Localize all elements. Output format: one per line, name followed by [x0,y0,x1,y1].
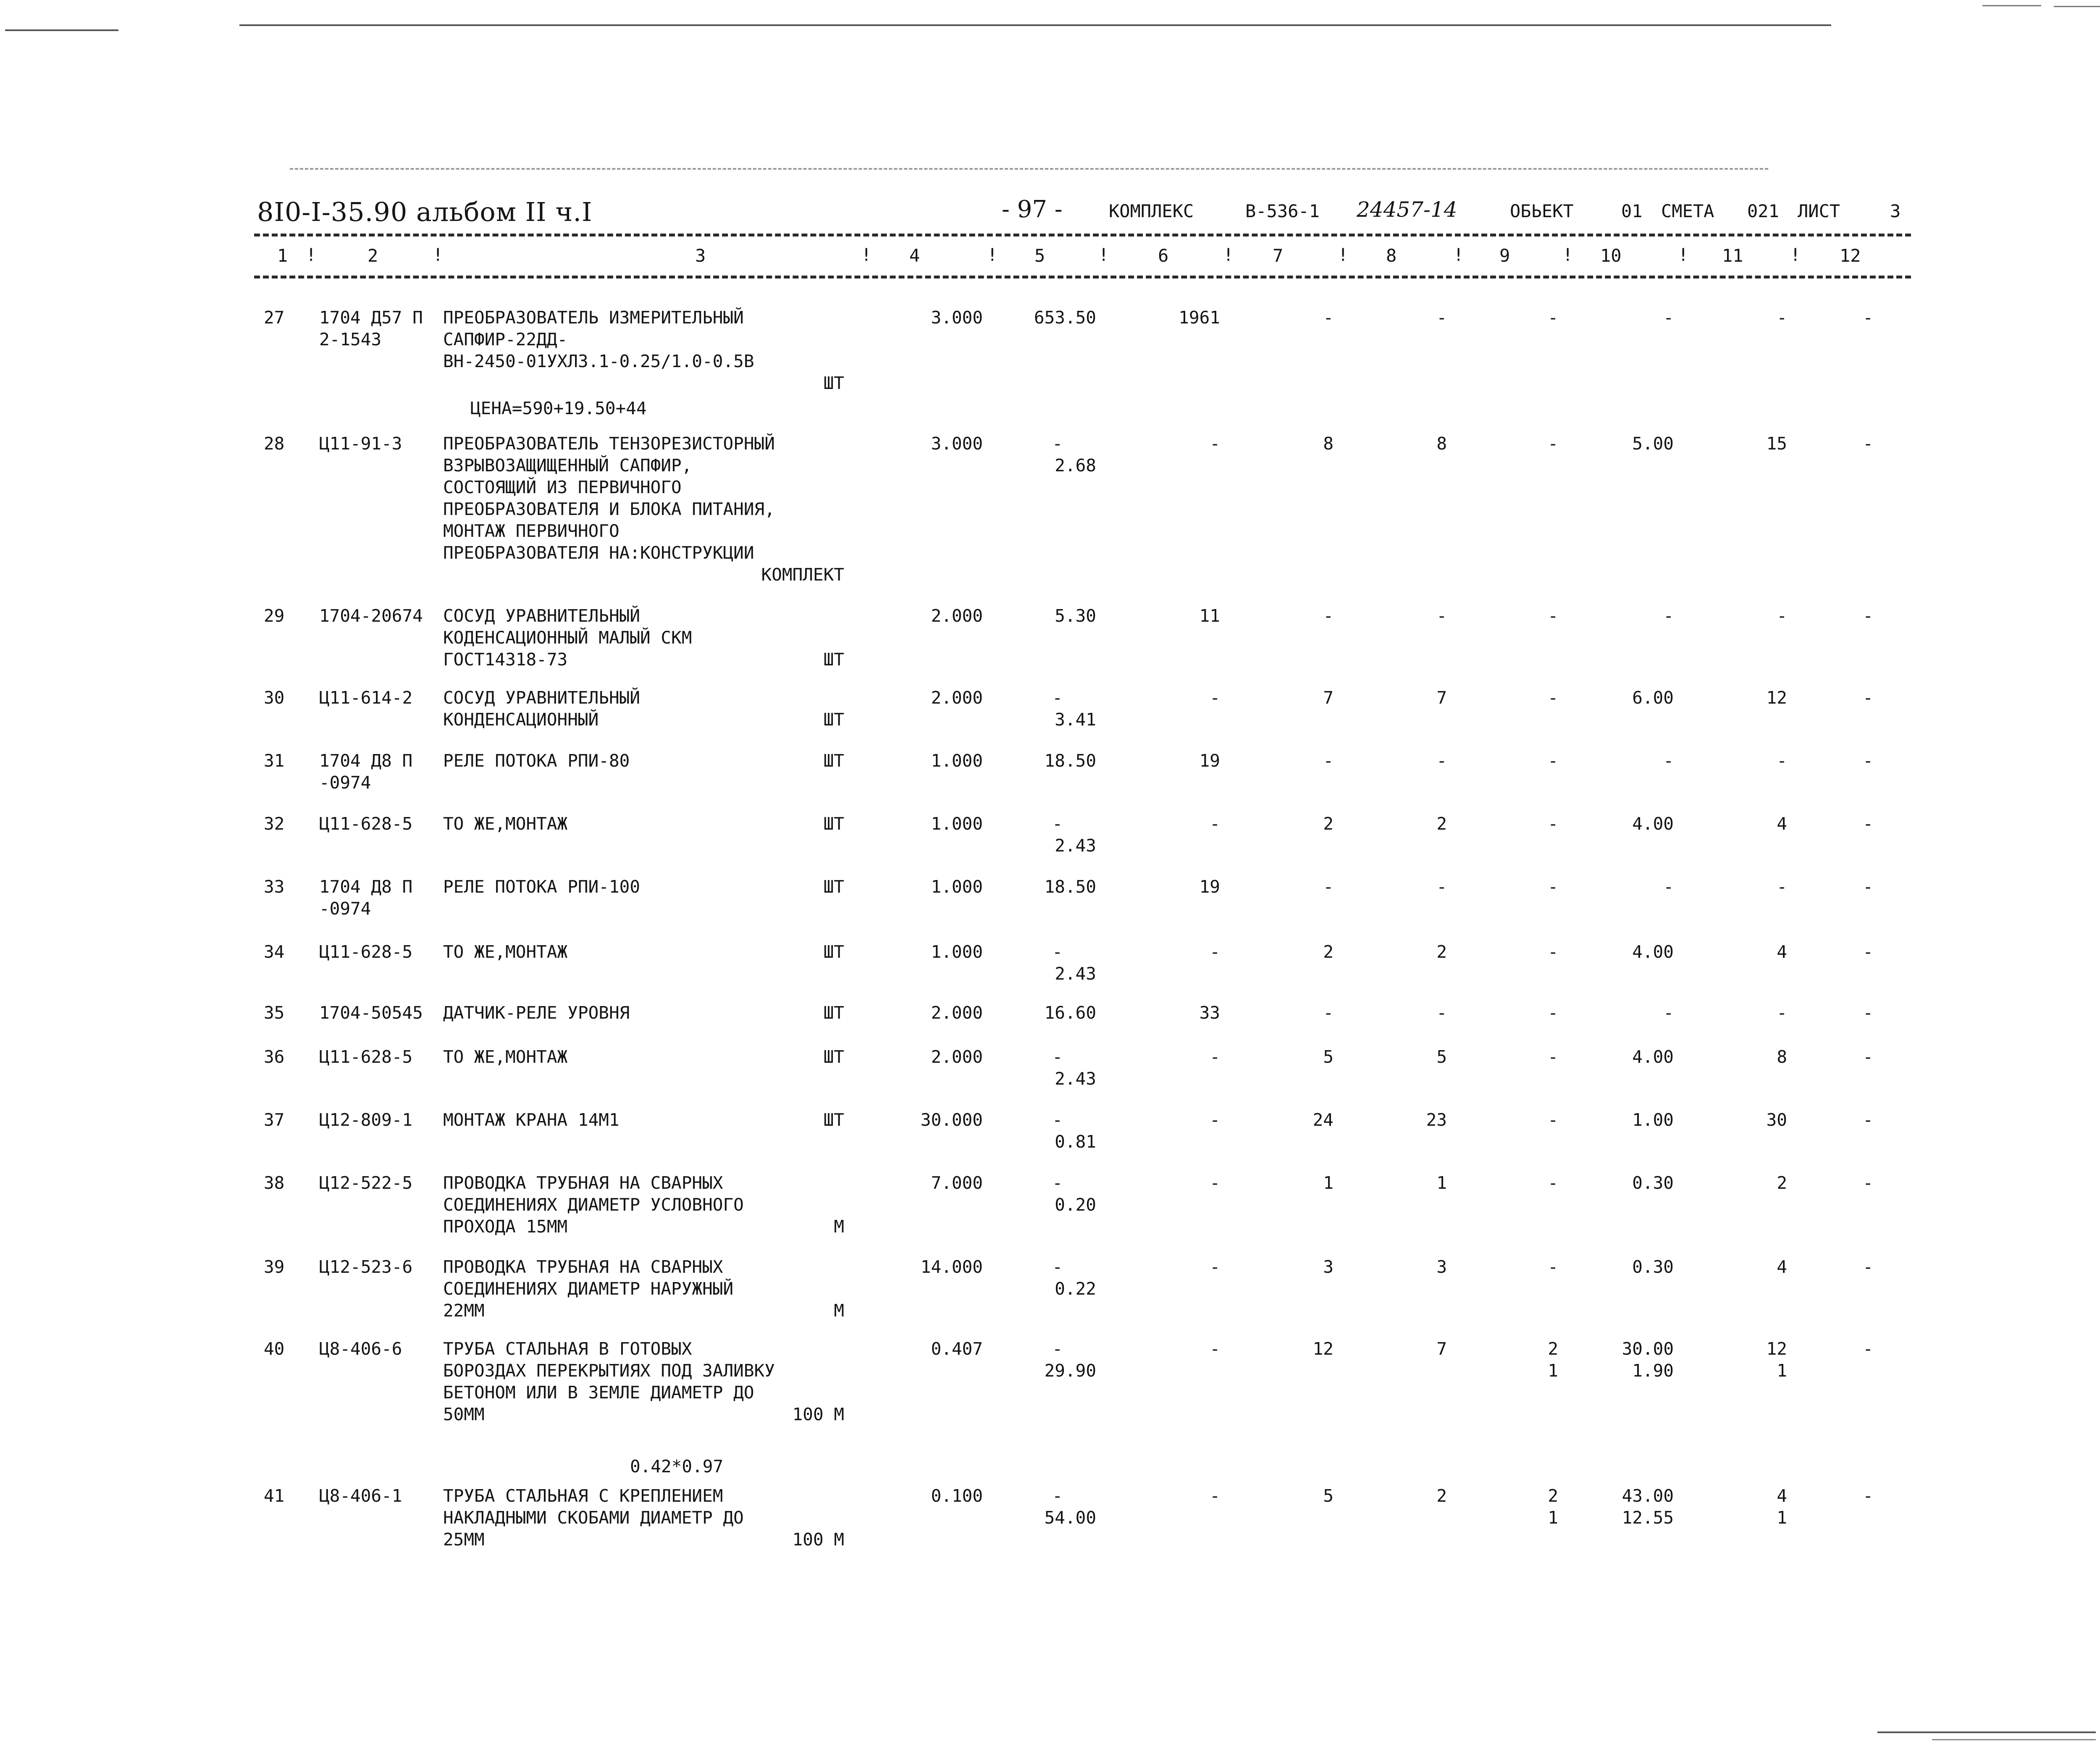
column-11-value: - [1777,751,1787,771]
column-4: 4 [909,245,920,266]
work-description: ВЗРЫВОЗАЩИЩЕННЫЙ САПФИР, [443,455,692,476]
column-10-value: 4.00 [1632,1047,1674,1067]
column-9-value: - [1548,814,1558,834]
work-description: ПРЕОБРАЗОВАТЕЛЬ ТЕНЗОРЕЗИСТОРНЫЙ [443,433,775,454]
quantity: 2.000 [931,606,983,626]
total-cost: - [1210,1110,1220,1130]
handwritten-number: 24457-14 [1357,197,1457,222]
unit-price: - [1052,942,1063,962]
column-7: 7 [1273,245,1284,266]
quantity: 2.000 [931,1047,983,1067]
column-12-value: - [1863,606,1873,626]
column-12-value: - [1863,942,1873,962]
column-3: 3 [695,245,706,266]
unit-price: 2.43 [1055,835,1096,856]
total-cost: - [1210,1486,1220,1506]
wages: 3 [1436,1257,1447,1277]
row-number: 29 [264,606,285,626]
cost-code: Ц8-406-6 [319,1339,402,1359]
column-11-value: 15 [1766,433,1787,454]
row-number: 36 [264,1047,285,1067]
column-separator: ! [861,244,872,265]
work-description: ПРОВОДКА ТРУБНАЯ НА СВАРНЫХ [443,1257,723,1277]
quantity: 1.000 [931,942,983,962]
row-number: 35 [264,1003,285,1023]
column-10-value: - [1663,1003,1674,1023]
unit-price: 653.50 [1034,307,1096,328]
column-12-value: - [1863,1047,1873,1067]
column-11-value: 4 [1777,942,1787,962]
row-number: 27 [264,307,285,328]
column-separator: ! [1223,244,1234,265]
total-cost: - [1210,1257,1220,1277]
column-9-value: - [1548,1110,1558,1130]
column-12-value: - [1863,1486,1873,1506]
unit-price: 5.30 [1055,606,1096,626]
wages: 2 [1436,814,1447,834]
unit-price: 0.22 [1055,1279,1096,1299]
unit-price: - [1052,1110,1063,1130]
work-description: ТО ЖЕ,МОНТАЖ [443,1047,568,1067]
column-1: 1 [277,245,288,266]
column-12-value: - [1863,751,1873,771]
column-2: 2 [368,245,378,266]
cost-code: 1704 Д57 П [319,307,423,328]
wages: - [1436,307,1447,328]
work-description: ДАТЧИК-РЕЛЕ УРОВНЯ [443,1003,630,1023]
column-10-value: 4.00 [1632,942,1674,962]
column-11-value: 1 [1777,1508,1787,1528]
quantity: 3.000 [931,433,983,454]
work-description: ТО ЖЕ,МОНТАЖ [443,942,568,962]
column-9-value: - [1548,1003,1558,1023]
unit-of-measure: КОМПЛЕКТ [761,565,844,585]
column-10-value: 0.30 [1632,1257,1674,1277]
object-number: 01 [1621,201,1643,221]
labor-cost: 5 [1323,1047,1334,1067]
sheet-number: 3 [1890,201,1901,221]
unit-price: 2.43 [1055,964,1096,984]
work-description: САПФИР-22ДД- [443,329,568,349]
column-11-value: 30 [1766,1110,1787,1130]
column-10-value: 12.55 [1622,1508,1674,1528]
column-11: 11 [1722,245,1743,266]
total-cost: 1961 [1179,307,1220,328]
work-description: ПРЕОБРАЗОВАТЕЛЯ НА:КОНСТРУКЦИИ [443,543,754,563]
work-description: БЕТОНОМ ИЛИ В ЗЕМЛЕ ДИАМЕТР ДО [443,1382,754,1403]
work-description: НАКЛАДНЫМИ СКОБАМИ ДИАМЕТР ДО [443,1508,744,1528]
unit-of-measure: М [834,1216,844,1237]
column-10-value: 4.00 [1632,814,1674,834]
work-description: СОСУД УРАВНИТЕЛЬНЫЙ [443,606,640,626]
unit-price: - [1052,1486,1063,1506]
column-separator: ! [1098,244,1109,265]
column-separator: ! [1790,244,1801,265]
column-10-value: - [1663,307,1674,328]
labor-cost: - [1323,606,1334,626]
work-description: 50ММ [443,1404,485,1424]
row-number: 37 [264,1110,285,1130]
column-separator: ! [1338,244,1349,265]
column-10-value: 0.30 [1632,1173,1674,1193]
column-11-value: 4 [1777,1486,1787,1506]
cost-code: 1704-20674 [319,606,423,626]
total-cost: - [1210,1339,1220,1359]
column-9-value: - [1548,877,1558,897]
estimate-label: СМЕТА [1661,201,1714,221]
column-9-value: - [1548,307,1558,328]
unit-of-measure: ШТ [823,1110,844,1130]
labor-cost: 5 [1323,1486,1334,1506]
estimate-number: 021 [1747,201,1779,221]
labor-cost: 1 [1323,1173,1334,1193]
column-separator: ! [1678,244,1689,265]
scan-mark-bottom-right [1877,1731,2096,1733]
work-description: МОНТАЖ ПЕРВИЧНОГО [443,521,620,541]
work-description: КОДЕНСАЦИОННЫЙ МАЛЫЙ СКМ [443,628,692,648]
labor-cost: - [1323,877,1334,897]
column-10-value: 1.90 [1632,1361,1674,1381]
unit-price: 0.20 [1055,1195,1096,1215]
work-description: СОСУД УРАВНИТЕЛЬНЫЙ [443,688,640,708]
cost-code: Ц12-522-5 [319,1173,413,1193]
unit-price: - [1052,814,1063,834]
total-cost: 19 [1199,751,1220,771]
cost-code: Ц12-523-6 [319,1257,413,1277]
column-9-value: - [1548,606,1558,626]
column-12-value: - [1863,877,1873,897]
column-9-value: - [1548,1047,1558,1067]
column-9-value: 2 [1548,1339,1558,1359]
column-12-value: - [1863,1110,1873,1130]
quantity: 0.407 [931,1339,983,1359]
scan-mark-right-2 [2054,6,2100,7]
unit-price: 29.90 [1044,1361,1096,1381]
document-reference: 8I0-I-35.90 альбом II ч.I [257,197,593,227]
wages: 23 [1426,1110,1447,1130]
row-number: 34 [264,942,285,962]
unit-price: - [1052,1257,1063,1277]
work-description: ТРУБА СТАЛЬНАЯ В ГОТОВЫХ [443,1339,692,1359]
column-8: 8 [1386,245,1397,266]
cost-code: 1704 Д8 П [319,751,413,771]
column-5: 5 [1034,245,1045,266]
labor-cost: - [1323,751,1334,771]
quantity: 1.000 [931,751,983,771]
work-description: ГОСТ14318-73 [443,649,568,670]
column-10-value: 6.00 [1632,688,1674,708]
cost-code: Ц8-406-1 [319,1486,402,1506]
row-number: 41 [264,1486,285,1506]
column-10-value: 43.00 [1622,1486,1674,1506]
column-11-value: - [1777,307,1787,328]
column-10-value: - [1663,606,1674,626]
cost-code: 2-1543 [319,329,382,349]
quantity: 1.000 [931,877,983,897]
column-12-value: - [1863,433,1873,454]
work-description: СОЕДИНЕНИЯХ ДИАМЕТР НАРУЖНЫЙ [443,1279,734,1299]
unit-of-measure: ШТ [823,1047,844,1067]
quantity: 0.100 [931,1486,983,1506]
labor-cost: 3 [1323,1257,1334,1277]
labor-cost: 2 [1323,814,1334,834]
column-10-value: 5.00 [1632,433,1674,454]
scan-mark-bottom-right-2 [1932,1739,2096,1740]
unit-of-measure: ШТ [823,649,844,670]
unit-of-measure: М [834,1300,844,1321]
unit-of-measure: 100 М [792,1404,844,1424]
work-description: ТРУБА СТАЛЬНАЯ С КРЕПЛЕНИЕМ [443,1486,723,1506]
total-cost: 33 [1199,1003,1220,1023]
column-9-value: - [1548,942,1558,962]
column-12-value: - [1863,688,1873,708]
cost-code: Ц11-614-2 [319,688,413,708]
wages: 2 [1436,1486,1447,1506]
work-description: БОРОЗДАХ ПЕРЕКРЫТИЯХ ПОД ЗАЛИВКУ [443,1361,775,1381]
complex-label: КОМПЛЕКС [1109,201,1194,221]
cost-code: -0974 [319,772,371,793]
column-11-value: - [1777,1003,1787,1023]
row-number: 38 [264,1173,285,1193]
unit-of-measure: ШТ [823,814,844,834]
unit-price: 2.43 [1055,1069,1096,1089]
column-9-value: - [1548,688,1558,708]
work-description: ПРЕОБРАЗОВАТЕЛЬ ИЗМЕРИТЕЛЬНЫЙ [443,307,744,328]
quantity: 30.000 [920,1110,983,1130]
wages: 7 [1436,1339,1447,1359]
unit-of-measure: ШТ [823,1003,844,1023]
unit-price: - [1052,688,1063,708]
scan-mark-left [5,29,118,31]
unit-price: - [1052,1339,1063,1359]
cost-code: Ц11-628-5 [319,814,413,834]
wages: 2 [1436,942,1447,962]
wages: 5 [1436,1047,1447,1067]
unit-price: - [1052,433,1063,454]
column-11-value: 12 [1766,688,1787,708]
unit-of-measure: ШТ [823,751,844,771]
column-10-value: 1.00 [1632,1110,1674,1130]
wages: 1 [1436,1173,1447,1193]
column-9-value: 2 [1548,1486,1558,1506]
wages: - [1436,1003,1447,1023]
column-10: 10 [1600,245,1622,266]
quantity: 14.000 [920,1257,983,1277]
unit-of-measure: ШТ [823,709,844,730]
unit-price: 16.60 [1044,1003,1096,1023]
cost-code: Ц11-91-3 [319,433,402,454]
row-number: 30 [264,688,285,708]
unit-price: 54.00 [1044,1508,1096,1528]
column-12-value: - [1863,1257,1873,1277]
column-separator: ! [433,244,444,265]
labor-cost: - [1323,307,1334,328]
unit-price: 18.50 [1044,751,1096,771]
scan-line-top [239,24,1831,26]
labor-cost: 7 [1323,688,1334,708]
work-description: ТО ЖЕ,МОНТАЖ [443,814,568,834]
total-cost: 11 [1199,606,1220,626]
column-12: 12 [1840,245,1861,266]
column-9-value: - [1548,751,1558,771]
labor-cost: 24 [1312,1110,1334,1130]
unit-price: 18.50 [1044,877,1096,897]
column-9-value: - [1548,1257,1558,1277]
work-description: СОСТОЯЩИЙ ИЗ ПЕРВИЧНОГО [443,477,682,497]
column-separator: ! [306,244,317,265]
column-separator: ! [1562,244,1573,265]
column-9-value: - [1548,1173,1558,1193]
labor-cost: 12 [1312,1339,1334,1359]
work-description: СОЕДИНЕНИЯХ ДИАМЕТР УСЛОВНОГО [443,1195,744,1215]
unit-of-measure: ШТ [823,373,844,393]
row-number: 40 [264,1339,285,1359]
faint-dashed-line [290,168,1768,170]
header-rule-top [254,234,1911,236]
quantity: 3.000 [931,307,983,328]
wages: - [1436,606,1447,626]
total-cost: - [1210,942,1220,962]
unit-price: 2.68 [1055,455,1096,476]
work-description: ВН-2450-01УХЛ3.1-0.25/1.0-0.5В [443,351,754,371]
cost-code: 1704-50545 [319,1003,423,1023]
page-number: - 97 - [1002,196,1063,223]
column-11-value: 12 [1766,1339,1787,1359]
row-number: 32 [264,814,285,834]
object-label: ОБЬЕКТ [1510,201,1574,221]
work-description: 22ММ [443,1300,485,1321]
quantity: 2.000 [931,1003,983,1023]
work-description: МОНТАЖ КРАНА 14М1 [443,1110,620,1130]
row-number: 28 [264,433,285,454]
column-9: 9 [1499,245,1510,266]
column-9-value: - [1548,433,1558,454]
total-cost: - [1210,814,1220,834]
quantity: 2.000 [931,688,983,708]
wages: - [1436,877,1447,897]
column-10-value: - [1663,751,1674,771]
quantity: 7.000 [931,1173,983,1193]
scan-mark-right [1982,5,2041,6]
work-description: ПРОВОДКА ТРУБНАЯ НА СВАРНЫХ [443,1173,723,1193]
unit-price: - [1052,1173,1063,1193]
work-description: КОНДЕНСАЦИОННЫЙ [443,709,599,730]
total-cost: - [1210,433,1220,454]
header-rule-bottom [254,276,1911,278]
work-description: ПРОХОДА 15ММ [443,1216,568,1237]
price-note: ЦЕНА=590+19.50+44 [470,398,647,418]
column-separator: ! [987,244,998,265]
wages: 8 [1436,433,1447,454]
column-11-value: - [1777,606,1787,626]
cost-code: Ц11-628-5 [319,1047,413,1067]
column-11-value: 2 [1777,1173,1787,1193]
column-9-value: 1 [1548,1361,1558,1381]
row-number: 31 [264,751,285,771]
unit-price: - [1052,1047,1063,1067]
price-note: 0.42*0.97 [630,1456,724,1477]
column-11-value: 1 [1777,1361,1787,1381]
row-number: 33 [264,877,285,897]
work-description: ПРЕОБРАЗОВАТЕЛЯ И БЛОКА ПИТАНИЯ, [443,499,775,519]
column-11-value: 8 [1777,1047,1787,1067]
column-12-value: - [1863,1339,1873,1359]
labor-cost: 2 [1323,942,1334,962]
unit-of-measure: 100 М [792,1529,844,1550]
complex-code: В-536-1 [1245,201,1320,221]
column-6: 6 [1158,245,1169,266]
cost-code: 1704 Д8 П [319,877,413,897]
column-separator: ! [1453,244,1464,265]
total-cost: - [1210,688,1220,708]
column-11-value: 4 [1777,814,1787,834]
column-9-value: 1 [1548,1508,1558,1528]
total-cost: - [1210,1173,1220,1193]
work-description: РЕЛЕ ПОТОКА РПИ-80 [443,751,630,771]
column-12-value: - [1863,1003,1873,1023]
row-number: 39 [264,1257,285,1277]
work-description: 25ММ [443,1529,485,1550]
column-10-value: - [1663,877,1674,897]
column-12-value: - [1863,814,1873,834]
labor-cost: - [1323,1003,1334,1023]
quantity: 1.000 [931,814,983,834]
total-cost: - [1210,1047,1220,1067]
sheet-label: ЛИСТ [1798,201,1840,221]
labor-cost: 8 [1323,433,1334,454]
cost-code: -0974 [319,899,371,919]
work-description: РЕЛЕ ПОТОКА РПИ-100 [443,877,640,897]
column-10-value: 30.00 [1622,1339,1674,1359]
cost-code: Ц11-628-5 [319,942,413,962]
unit-price: 3.41 [1055,709,1096,730]
column-12-value: - [1863,1173,1873,1193]
column-11-value: 4 [1777,1257,1787,1277]
total-cost: 19 [1199,877,1220,897]
unit-of-measure: ШТ [823,942,844,962]
column-11-value: - [1777,877,1787,897]
cost-code: Ц12-809-1 [319,1110,413,1130]
unit-of-measure: ШТ [823,877,844,897]
wages: 7 [1436,688,1447,708]
unit-price: 0.81 [1055,1132,1096,1152]
wages: - [1436,751,1447,771]
column-12-value: - [1863,307,1873,328]
